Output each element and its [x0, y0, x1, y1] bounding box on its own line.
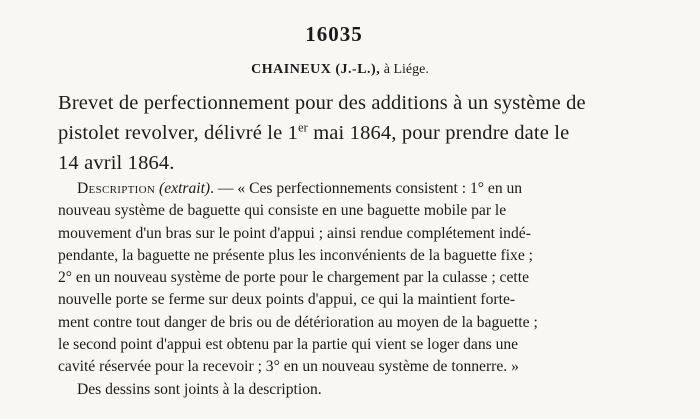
title-line-text: 14 avril 1864.	[58, 152, 175, 174]
title-line	[58, 148, 668, 178]
ordinal-superscript: er	[298, 120, 308, 135]
description-text: . — « Ces perfectionnements consistent : 1° en un	[210, 180, 523, 197]
patent-number: 16035	[305, 22, 363, 46]
applicant-location: à Liége.	[380, 62, 429, 77]
description-line: ment contre tout danger de bris ou de détérioration au moyen de la baguette ;	[58, 313, 538, 331]
description-line: cavité réservée pour la recevoir ; 3° en un nouveau système de tonnerre. »	[58, 358, 519, 376]
description-line: mouvement d'un bras sur le point d'appui ; ainsi rendue complétement indé-	[58, 224, 531, 242]
description-line: le second point d'appui est obtenu par la partie qui vient se loger dans une	[58, 336, 519, 354]
title-line-text: Brevet de perfectionnement pour des additions à un système de	[58, 92, 586, 114]
title-line-text: mai 1864, pour prendre date le	[307, 122, 570, 144]
title-line	[58, 88, 668, 118]
description-label: Description	[77, 180, 156, 197]
description-block	[58, 178, 688, 401]
description-line	[58, 178, 688, 200]
applicant-name: CHAINEUX (J.-L.),	[251, 62, 381, 77]
description-label-note: (extrait)	[159, 180, 211, 197]
description-line: 2° en un nouveau système de porte pour le chargement par la culasse ; cette	[58, 269, 529, 287]
description-line: nouvelle porte se ferme sur deux points d'appui, ce qui la maintient forte-	[58, 291, 516, 309]
description-line: nouveau système de baguette qui consiste en une baguette mobile par le	[58, 202, 507, 220]
description-line: pendante, la baguette ne présente plus les inconvénients de la baguette fixe ;	[58, 246, 534, 264]
closing-line: Des dessins sont joints à la description.	[77, 380, 322, 398]
title-line-text: pistolet revolver, délivré le 1	[58, 122, 299, 144]
applicant-line	[0, 62, 680, 78]
patent-title	[58, 88, 668, 178]
title-line	[58, 118, 668, 148]
